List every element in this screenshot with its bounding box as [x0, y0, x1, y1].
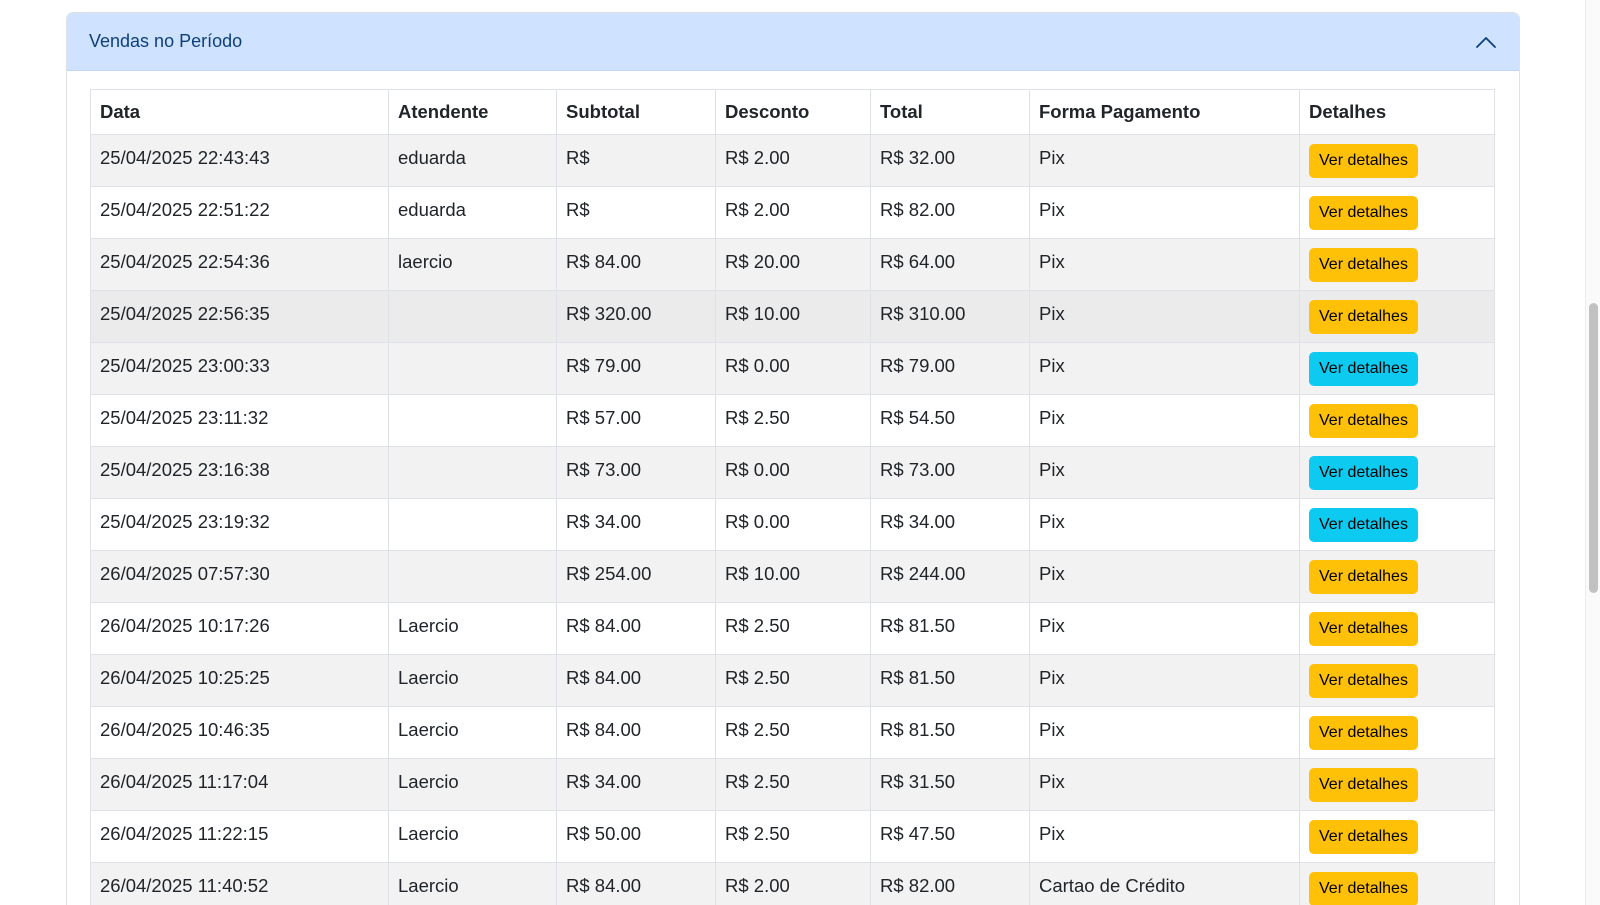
cell-subtotal: R$ 84.00 [557, 603, 716, 655]
table-row [91, 759, 1495, 811]
scrollbar-thumb[interactable] [1589, 303, 1598, 593]
cell-desconto: R$ 2.50 [716, 655, 871, 707]
cell-forma-pagamento: Pix [1030, 603, 1300, 655]
sales-table [90, 89, 1495, 905]
table-row [91, 655, 1495, 707]
cell-data: 26/04/2025 11:40:52 [91, 863, 389, 905]
cell-atendente [389, 551, 557, 603]
cell-total: R$ 81.50 [871, 655, 1030, 707]
table-row [91, 447, 1495, 499]
cell-atendente: laercio [389, 239, 557, 291]
cell-detalhes [1300, 499, 1495, 551]
cell-detalhes [1300, 187, 1495, 239]
cell-atendente: eduarda [389, 187, 557, 239]
cell-forma-pagamento: Pix [1030, 187, 1300, 239]
cell-total: R$ 64.00 [871, 239, 1030, 291]
cell-data: 25/04/2025 23:11:32 [91, 395, 389, 447]
cell-desconto: R$ 2.00 [716, 187, 871, 239]
table-row [91, 551, 1495, 603]
cell-desconto: R$ 2.00 [716, 135, 871, 187]
cell-subtotal: R$ 73.00 [557, 447, 716, 499]
table-row [91, 811, 1495, 863]
cell-subtotal: R$ 34.00 [557, 759, 716, 811]
sales-accordion [66, 12, 1520, 905]
cell-data: 26/04/2025 07:57:30 [91, 551, 389, 603]
cell-desconto: R$ 0.00 [716, 447, 871, 499]
table-row [91, 395, 1495, 447]
cell-subtotal: R$ 84.00 [557, 707, 716, 759]
cell-subtotal: R$ [557, 187, 716, 239]
cell-forma-pagamento: Pix [1030, 707, 1300, 759]
cell-subtotal: R$ 34.00 [557, 499, 716, 551]
cell-desconto: R$ 2.50 [716, 759, 871, 811]
cell-data: 26/04/2025 10:25:25 [91, 655, 389, 707]
ver-detalhes-button[interactable]: Ver detalhes [1309, 456, 1418, 490]
cell-desconto: R$ 10.00 [716, 291, 871, 343]
table-row [91, 239, 1495, 291]
cell-forma-pagamento: Pix [1030, 551, 1300, 603]
cell-desconto: R$ 2.50 [716, 811, 871, 863]
cell-detalhes [1300, 759, 1495, 811]
cell-desconto: R$ 10.00 [716, 551, 871, 603]
cell-total: R$ 47.50 [871, 811, 1030, 863]
table-row [91, 863, 1495, 905]
ver-detalhes-button[interactable]: Ver detalhes [1309, 716, 1418, 750]
cell-atendente: eduarda [389, 135, 557, 187]
cell-subtotal: R$ 84.00 [557, 239, 716, 291]
column-header-atendente[interactable]: Atendente [389, 90, 557, 135]
ver-detalhes-button[interactable]: Ver detalhes [1309, 612, 1418, 646]
cell-data: 26/04/2025 11:17:04 [91, 759, 389, 811]
cell-subtotal: R$ 254.00 [557, 551, 716, 603]
chevron-up-icon[interactable] [1475, 31, 1497, 53]
table-row [91, 291, 1495, 343]
cell-total: R$ 79.00 [871, 343, 1030, 395]
cell-total: R$ 82.00 [871, 187, 1030, 239]
cell-subtotal: R$ 57.00 [557, 395, 716, 447]
cell-forma-pagamento: Pix [1030, 447, 1300, 499]
cell-desconto: R$ 0.00 [716, 499, 871, 551]
cell-total: R$ 244.00 [871, 551, 1030, 603]
ver-detalhes-button[interactable]: Ver detalhes [1309, 144, 1418, 178]
cell-detalhes [1300, 603, 1495, 655]
cell-atendente [389, 499, 557, 551]
cell-forma-pagamento: Pix [1030, 811, 1300, 863]
cell-subtotal: R$ 50.00 [557, 811, 716, 863]
cell-subtotal: R$ 84.00 [557, 655, 716, 707]
column-header-data[interactable]: Data [91, 90, 389, 135]
ver-detalhes-button[interactable]: Ver detalhes [1309, 508, 1418, 542]
cell-detalhes [1300, 551, 1495, 603]
cell-detalhes [1300, 291, 1495, 343]
cell-total: R$ 81.50 [871, 707, 1030, 759]
column-header-detalhes: Detalhes [1300, 90, 1495, 135]
cell-detalhes [1300, 239, 1495, 291]
cell-detalhes [1300, 135, 1495, 187]
cell-data: 25/04/2025 22:54:36 [91, 239, 389, 291]
cell-total: R$ 310.00 [871, 291, 1030, 343]
cell-total: R$ 73.00 [871, 447, 1030, 499]
table-header-row [91, 90, 1495, 135]
ver-detalhes-button[interactable]: Ver detalhes [1309, 300, 1418, 334]
table-row [91, 603, 1495, 655]
cell-forma-pagamento: Pix [1030, 239, 1300, 291]
cell-atendente: Laercio [389, 811, 557, 863]
cell-total: R$ 31.50 [871, 759, 1030, 811]
ver-detalhes-button[interactable]: Ver detalhes [1309, 664, 1418, 698]
table-row [91, 499, 1495, 551]
ver-detalhes-button[interactable]: Ver detalhes [1309, 404, 1418, 438]
ver-detalhes-button[interactable]: Ver detalhes [1309, 560, 1418, 594]
cell-atendente [389, 291, 557, 343]
cell-data: 25/04/2025 22:56:35 [91, 291, 389, 343]
cell-atendente [389, 343, 557, 395]
accordion-header[interactable] [67, 13, 1519, 71]
cell-total: R$ 32.00 [871, 135, 1030, 187]
cell-desconto: R$ 20.00 [716, 239, 871, 291]
column-header-forma-pagamento[interactable]: Forma Pagamento [1030, 90, 1300, 135]
cell-detalhes [1300, 343, 1495, 395]
cell-detalhes [1300, 395, 1495, 447]
cell-total: R$ 81.50 [871, 603, 1030, 655]
cell-forma-pagamento: Pix [1030, 291, 1300, 343]
cell-forma-pagamento: Pix [1030, 343, 1300, 395]
cell-atendente: Laercio [389, 707, 557, 759]
cell-detalhes [1300, 811, 1495, 863]
cell-subtotal: R$ [557, 135, 716, 187]
cell-data: 26/04/2025 11:22:15 [91, 811, 389, 863]
cell-forma-pagamento: Pix [1030, 499, 1300, 551]
cell-forma-pagamento: Pix [1030, 135, 1300, 187]
sales-table-wrapper [90, 89, 1494, 905]
cell-data: 25/04/2025 23:00:33 [91, 343, 389, 395]
cell-total: R$ 82.00 [871, 863, 1030, 905]
cell-data: 26/04/2025 10:46:35 [91, 707, 389, 759]
cell-atendente [389, 447, 557, 499]
cell-forma-pagamento: Cartao de Crédito [1030, 863, 1300, 905]
cell-subtotal: R$ 84.00 [557, 863, 716, 905]
ver-detalhes-button[interactable]: Ver detalhes [1309, 352, 1418, 386]
cell-desconto: R$ 2.50 [716, 395, 871, 447]
ver-detalhes-button[interactable]: Ver detalhes [1309, 196, 1418, 230]
ver-detalhes-button[interactable]: Ver detalhes [1309, 820, 1418, 854]
cell-forma-pagamento: Pix [1030, 759, 1300, 811]
cell-subtotal: R$ 320.00 [557, 291, 716, 343]
cell-desconto: R$ 2.00 [716, 863, 871, 905]
cell-detalhes [1300, 447, 1495, 499]
table-row [91, 187, 1495, 239]
cell-desconto: R$ 2.50 [716, 707, 871, 759]
cell-subtotal: R$ 79.00 [557, 343, 716, 395]
column-header-total[interactable]: Total [871, 90, 1030, 135]
cell-atendente: Laercio [389, 759, 557, 811]
cell-data: 25/04/2025 23:19:32 [91, 499, 389, 551]
vertical-scrollbar[interactable] [1585, 0, 1600, 905]
table-row [91, 707, 1495, 759]
cell-forma-pagamento: Pix [1030, 395, 1300, 447]
ver-detalhes-button[interactable]: Ver detalhes [1309, 248, 1418, 282]
accordion-title: Vendas no Período [89, 31, 243, 51]
cell-total: R$ 34.00 [871, 499, 1030, 551]
cell-atendente: Laercio [389, 603, 557, 655]
cell-detalhes [1300, 655, 1495, 707]
cell-data: 25/04/2025 23:16:38 [91, 447, 389, 499]
cell-data: 25/04/2025 22:43:43 [91, 135, 389, 187]
table-row [91, 343, 1495, 395]
cell-atendente: Laercio [389, 863, 557, 905]
cell-desconto: R$ 0.00 [716, 343, 871, 395]
column-header-subtotal[interactable]: Subtotal [557, 90, 716, 135]
cell-forma-pagamento: Pix [1030, 655, 1300, 707]
cell-atendente: Laercio [389, 655, 557, 707]
column-header-desconto[interactable]: Desconto [716, 90, 871, 135]
cell-atendente [389, 395, 557, 447]
cell-total: R$ 54.50 [871, 395, 1030, 447]
cell-detalhes [1300, 863, 1495, 905]
cell-data: 25/04/2025 22:51:22 [91, 187, 389, 239]
ver-detalhes-button[interactable]: Ver detalhes [1309, 768, 1418, 802]
table-row [91, 135, 1495, 187]
cell-data: 26/04/2025 10:17:26 [91, 603, 389, 655]
ver-detalhes-button[interactable]: Ver detalhes [1309, 872, 1418, 905]
table-body [91, 135, 1495, 905]
cell-desconto: R$ 2.50 [716, 603, 871, 655]
cell-detalhes [1300, 707, 1495, 759]
